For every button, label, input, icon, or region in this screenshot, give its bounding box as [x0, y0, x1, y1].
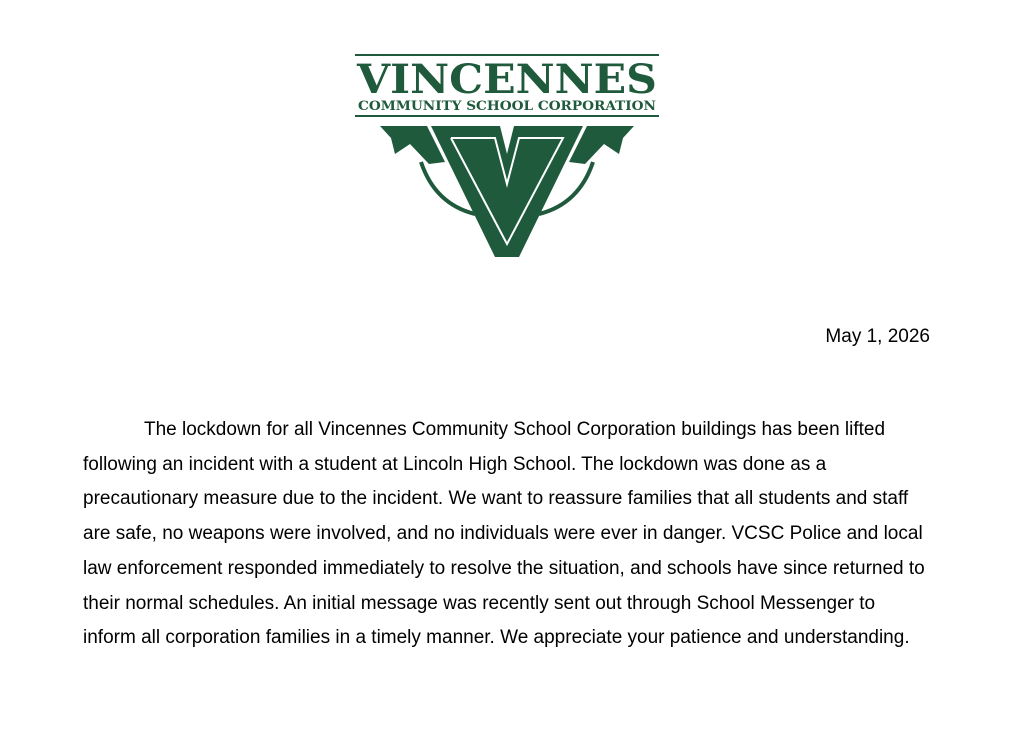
letter-body: The lockdown for all Vincennes Community School Corporation buildings has been lifted following an incident with a student at Lincoln High School. The lockdown was done as a precautionary measure due to the incident. We want to reassure families that all students and staff are safe, no weapons were involved, and no individuals were ever in danger. VCSC Police and local law enforcement responded immediately to resolve the situation, and schools have since returned to their normal schedules. An initial message was recently sent out through School Messenger to inform all corporation families in a timely manner. We appreciate your patience and understanding. — [83, 419, 925, 649]
v-emblem-icon — [380, 126, 634, 257]
logo-bottom-rule — [355, 115, 659, 117]
logo-wordmark: VINCENNES — [355, 56, 657, 103]
letter-date: May 1, 2026 — [825, 326, 930, 347]
logo-subtitle: COMMUNITY SCHOOL CORPORATION — [358, 99, 657, 114]
vincennes-logo — [355, 54, 659, 260]
